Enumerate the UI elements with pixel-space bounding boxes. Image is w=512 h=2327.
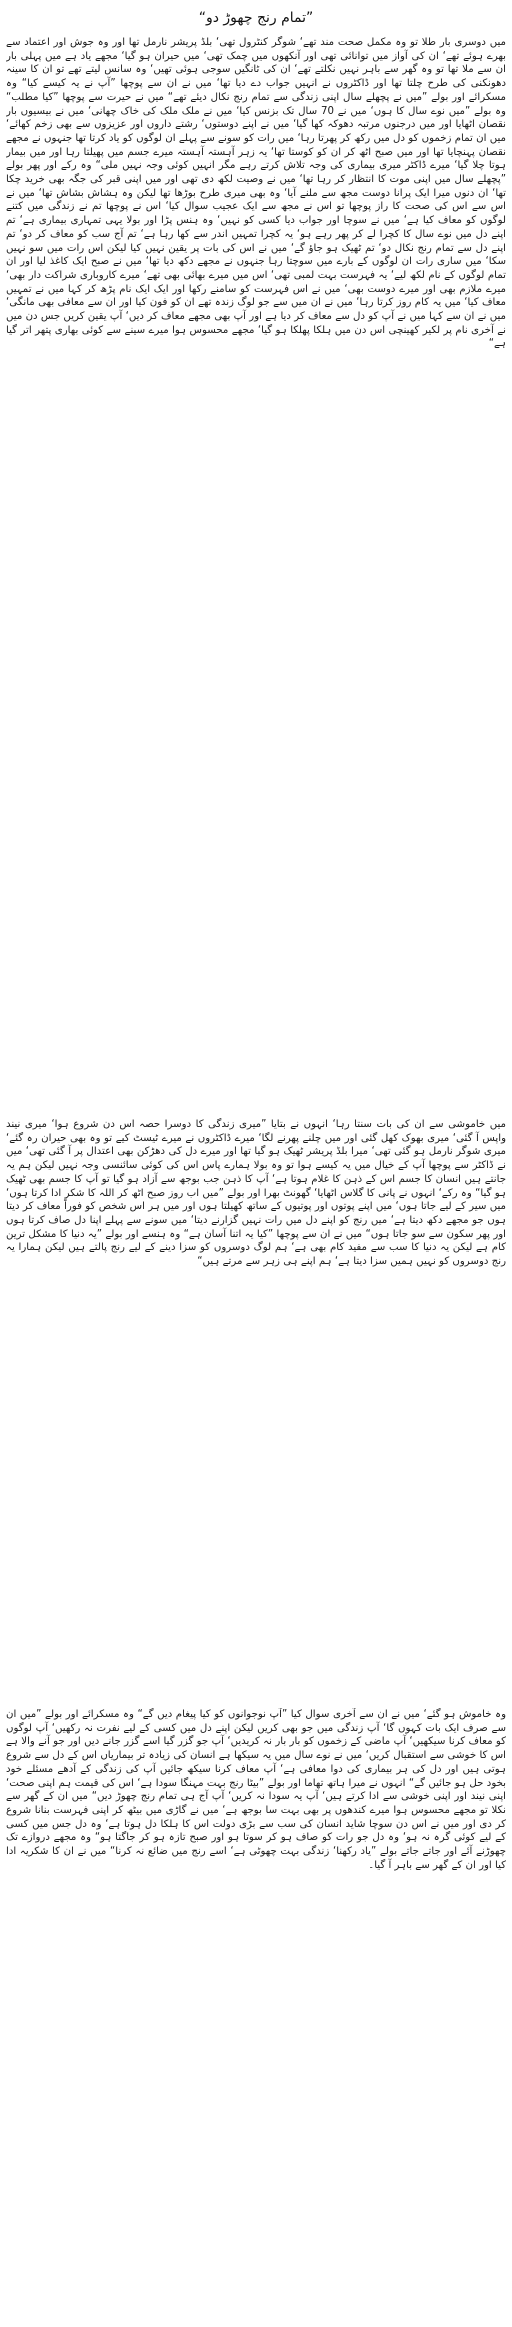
article-paragraph-3: وہ خاموش ہو گئے‘ میں نے ان سے آخری سوال کیا ”آپ نوجوانوں کو کیا پیغام دیں گے“ وہ مسکرائے اور بولے ”میں ان سے صرف ایک بات کہوں گا‘ آپ زندگی میں جو بھی کریں لیکن اپنے دل میں کسی کے لیے نفرت نہ رکھیں‘ آپ لوگوں کو معاف کرنا سیکھیں‘ آپ ماضی کے زخموں کو بار بار نہ کریدیں‘ آپ جو گزر گیا اسے گزر جانے دیں اور جو آنے والا ہے اس کا خوشی سے استقبال کریں‘ میں نے نوے سال میں یہ سیکھا ہے انسان کی زیادہ تر بیماریاں اس کے دل سے شروع ہوتی ہیں اور دل کی ہر بیماری کی دوا معافی ہے‘ آپ معاف کرنا سیکھ جائیں آپ کی زندگی کے آدھے مسئلے خود بخود حل ہو جائیں گے“ انہوں نے میرا ہاتھ تھاما اور بولے ”بیٹا رنج بہت مہنگا سودا ہے‘ اس کی قیمت ہم اپنی صحت‘ اپنی نیند اور اپنی خوشی سے ادا کرتے ہیں‘ آپ یہ سودا نہ کریں‘ آپ آج ہی تمام رنج چھوڑ دیں“ میں ان کے گھر سے نکلا تو مجھے محسوس ہوا میرے کندھوں پر بھی بہت سا بوجھ ہے‘ میں نے گاڑی میں بیٹھ کر اپنی فہرست بنانا شروع کر دی اور میں نے اس دن سوچا شاید انسان کی سب سے بڑی دولت اس کا ہلکا دل ہوتا ہے‘ وہ دل جس میں کسی کے لیے کوئی گرہ نہ ہو‘ وہ دل جو رات کو صاف ہو کر سوتا ہو اور صبح تازہ ہو کر جاگتا ہو“ وہ مجھے دروازے تک چھوڑنے آئے اور جاتے جاتے بولے ”یاد رکھنا‘ زندگی بہت چھوٹی ہے‘ اسے رنج میں ضائع نہ کرنا“ میں نے ان کا شکریہ ادا کیا اور ان کے گھر سے باہر آ گیا۔ [6, 1709, 506, 1871]
article-paragraph-2: میں خاموشی سے ان کی بات سنتا رہا‘ انہوں نے بتایا ”میری زندگی کا دوسرا حصہ اس دن شروع ہوا‘ میری نیند واپس آ گئی‘ میری بھوک کھل گئی اور میں چلنے پھرنے لگا‘ میرے ڈاکٹروں نے میرے ٹیسٹ کیے تو وہ بھی حیران رہ گئے‘ میری شوگر نارمل ہو گئی تھی‘ میرا بلڈ پریشر ٹھیک ہو گیا تھا اور میرے دل کی دھڑکن بھی اعتدال پر آ گئی تھی‘ میں نے ڈاکٹر سے پوچھا آپ کے خیال میں یہ کیسے ہوا تو وہ بولا ہمارے پاس اس کی کوئی سائنسی وجہ نہیں لیکن ہم یہ جانتے ہیں انسان کا جسم اس کے ذہن کا غلام ہوتا ہے‘ آپ کا ذہن جب بوجھ سے آزاد ہو گیا تو آپ کا جسم بھی ٹھیک ہو گیا“ وہ رکے‘ انہوں نے پانی کا گلاس اٹھایا‘ گھونٹ بھرا اور بولے ”میں اب روز صبح اٹھ کر اللہ کا شکر ادا کرتا ہوں‘ میں سیر کے لیے جاتا ہوں‘ میں اپنے پوتوں اور پوتیوں کے ساتھ کھیلتا ہوں اور میں ہر اس شخص کو فوراً معاف کر دیتا ہوں جو مجھے دکھ دیتا ہے‘ میں رنج کو اپنے دل میں رات نہیں گزارنے دیتا‘ میں سونے سے پہلے اپنا دل صاف کرتا ہوں اور پھر سکون سے سو جاتا ہوں“ میں نے ان سے پوچھا ”کیا یہ اتنا آسان ہے“ وہ ہنسے اور بولے ”یہ دنیا کا مشکل ترین کام ہے لیکن یہ دنیا کا سب سے مفید کام بھی ہے‘ ہم لوگ دوسروں کو سزا دینے کے لیے رنج پالتے ہیں لیکن ہمارا یہ رنج دوسروں کو نہیں ہمیں سزا دیتا ہے‘ ہم اپنے ہی زہر سے مرتے ہیں“ [6, 1119, 506, 1268]
article-paragraph-1: میں دوسری بار طلا تو وہ مکمل صحت مند تھے‘ شوگر کنٹرول تھی‘ بلڈ پریشر نارمل تھا اور وہ جوش اور اعتماد سے بھرے ہوئے تھے‘ ان کی آواز میں توانائی تھی اور آنکھوں میں چمک تھی‘ میں حیران ہو گیا‘ مجھے یاد ہے میں پہلی بار ان سے ملا تھا تو وہ گھر سے باہر نہیں نکلتے تھے‘ ان کی ٹانگیں سوجی ہوئی تھیں‘ وہ سانس لیتے تھے تو ان کا سینہ دھونکنی کی طرح چلتا تھا اور ڈاکٹروں نے انہیں جواب دے دیا تھا‘ میں نے ان سے پوچھا ”آپ نے یہ کیسے کیا“ وہ مسکرائے اور بولے ”میں نے پچھلے سال اپنی زندگی سے تمام رنج نکال دیئے تھے“ میں نے حیرت سے پوچھا ”کیا مطلب“ وہ بولے ”میں نوے سال کا ہوں‘ میں نے 70 سال تک بزنس کیا‘ میں نے ملک ملک کی خاک چھانی‘ میں نے بیسیوں بار نقصان اٹھایا اور میں درجنوں مرتبہ دھوکہ کھا گیا‘ میں نے اپنے دوستوں‘ رشتے داروں اور عزیزوں سے بھی زخم کھائے‘ میں ان تمام زخموں کو دل میں رکھ کر پھرتا رہا‘ میں رات کو سونے سے پہلے ان لوگوں کو یاد کرتا تھا جنہوں نے مجھے نقصان پہنچایا تھا اور میں صبح اٹھ کر ان کو کوستا تھا‘ یہ زہر آہستہ آہستہ میرے جسم میں پھیلتا رہا اور میں بیمار ہوتا چلا گیا‘ میرے ڈاکٹر میری بیماری کی وجہ تلاش کرتے رہے مگر انہیں کوئی وجہ نہیں ملی“ وہ رکے اور پھر بولے ”پچھلے سال میں اپنی موت کا انتظار کر رہا تھا‘ میں نے وصیت لکھ دی تھی اور میں اپنی قبر کی جگہ بھی خرید چکا تھا‘ ان دنوں میرا ایک پرانا دوست مجھ سے ملنے آیا‘ وہ بھی میری طرح بوڑھا تھا لیکن وہ ہشاش بشاش تھا‘ میں نے اس سے اس کی صحت کا راز پوچھا تو اس نے مجھ سے ایک عجیب سوال کیا‘ اس نے پوچھا تم نے زندگی میں کتنے لوگوں کو معاف کیا ہے‘ میں نے سوچا اور جواب دیا کسی کو نہیں‘ وہ ہنس پڑا اور بولا یہی تمہاری بیماری ہے‘ تم اپنے دل میں نوے سال کا کچرا لے کر پھر رہے ہو‘ یہ کچرا تمہیں اندر سے کھا رہا ہے‘ تم آج سب کو معاف کر دو‘ تم اپنے دل سے تمام رنج نکال دو‘ تم ٹھیک ہو جاؤ گے‘ میں نے اس کی بات پر یقین نہیں کیا لیکن اس رات میں سو نہیں سکا‘ میں ساری رات ان لوگوں کے بارے میں سوچتا رہا جنہوں نے مجھے دکھ دیا تھا‘ میں نے صبح ایک کاغذ لیا اور ان تمام لوگوں کے نام لکھ لیے‘ یہ فہرست بہت لمبی تھی‘ اس میں میرے بھائی بھی تھے‘ میرے کاروباری شراکت دار بھی‘ میرے ملازم بھی اور میرے دوست بھی‘ میں نے اس فہرست کو سامنے رکھا اور ایک ایک نام پڑھ کر کہا میں نے تمہیں معاف کیا‘ میں یہ کام روز کرتا رہا‘ میں نے ان میں سے جو لوگ زندہ تھے ان کو فون کیا اور ان سے معافی بھی مانگی‘ میں نے ان سے کہا میں نے آپ کو دل سے معاف کر دیا ہے اور آپ بھی مجھے معاف کر دیں‘ آپ یقین کریں جس دن میں نے آخری نام پر لکیر کھینچی اس دن میں ہلکا پھلکا ہو گیا‘ مجھے محسوس ہوا میرے سینے سے کوئی بھاری پتھر اتر گیا ہے“ [6, 37, 506, 350]
article-title: ”تمام رنج چھوڑ دو“ [198, 10, 314, 26]
